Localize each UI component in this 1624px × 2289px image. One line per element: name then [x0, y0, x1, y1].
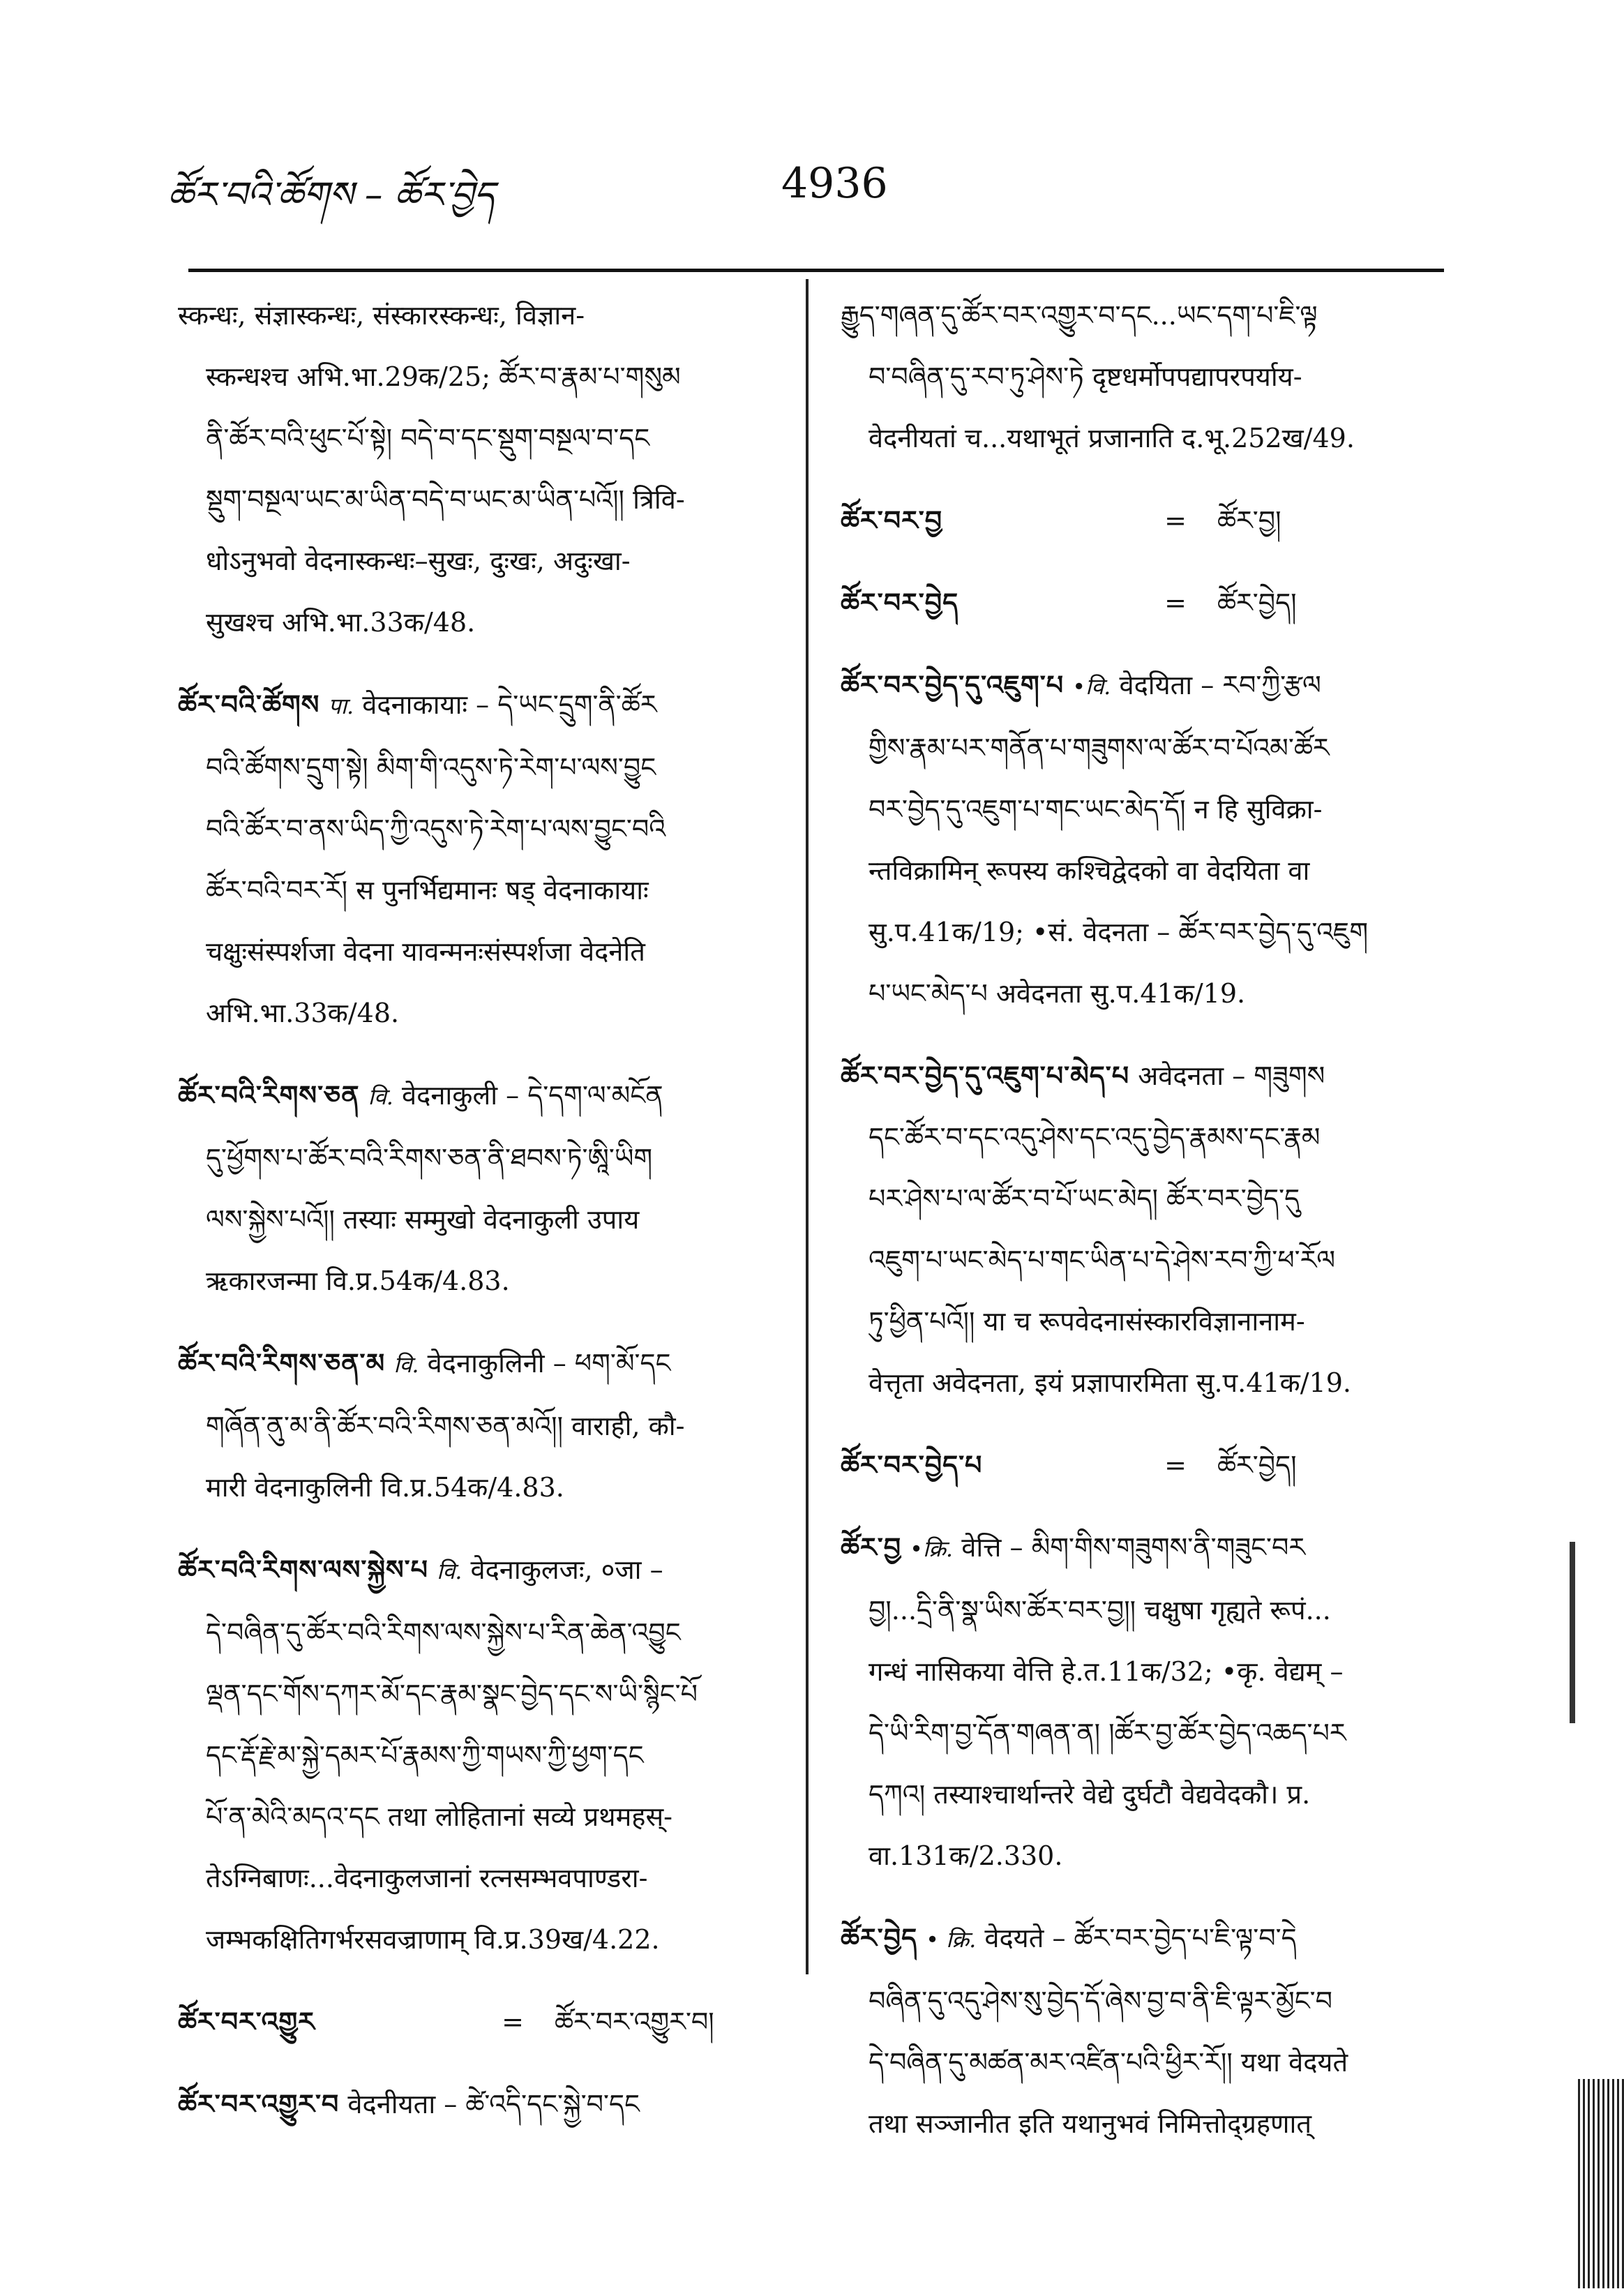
entry-line [178, 1250, 778, 1312]
entry-line [178, 469, 778, 530]
entry-text: པོ་ན་མེའི་མདའ་དང तथा लोहितानां सव्ये प्रथमहस्- [206, 1801, 673, 1832]
entry-text: जम्भकक्षितिगर्भरसवज्राणाम् वि.प्र.39ख/4.22. [206, 1924, 660, 1955]
entry-text: वेत्तृता अवेदनता, इयं प्रज्ञापारमिता सु.प.41क/19. [869, 1367, 1351, 1398]
entry-text: सुखश्च अभि.भा.33क/48. [206, 607, 476, 638]
entry-line [841, 2032, 1448, 2093]
entry-line [178, 921, 778, 982]
entry-line [841, 1291, 1448, 1352]
entry-line [841, 717, 1448, 779]
entry-line [178, 1189, 778, 1250]
dictionary-entry [841, 1045, 1448, 1413]
entry-text: པ་ཡང་མེད་པ अवेदनता सु.प.41क/19. [869, 978, 1246, 1009]
equals-sign: = [1164, 505, 1187, 536]
entry-line [178, 2073, 778, 2135]
margin-mark [1570, 1542, 1575, 1723]
entry-line [841, 1168, 1448, 1229]
headword: ཚོར་བའི་རིགས་ཅན [178, 1080, 360, 1111]
dictionary-entry [841, 654, 1448, 1024]
grammar-label: •वि. [1072, 673, 1111, 700]
cross-reference-target: ཚོར་བར་འགྱུར་བ། [555, 2006, 714, 2037]
grammar-label: •क्रि. [910, 1536, 954, 1562]
dictionary-entry [178, 285, 778, 653]
entry-text: अवेदनता – གཟུགས [1138, 1060, 1325, 1091]
entry-line [178, 1333, 778, 1395]
entry-text: धोऽनुभवो वेदनास्कन्धः–सुखः, दुःखः, अदुःखा- [206, 546, 631, 576]
headword: ཚོར་བར་བྱེད་པ [841, 1450, 983, 1480]
page-header [167, 140, 1451, 223]
headword: ཚོར་བྱ [841, 1532, 902, 1563]
entry-text: वेदनीयता – ཚེ་འདི་དང་སྐྱེ་བ་དང [347, 2089, 640, 2119]
entry-text: དེ་བཞིན་དུ་མཚན་མར་འཛིན་པའི་ཕྱིར་རོ།། यथा वेदयते [869, 2047, 1348, 2078]
entry-line [841, 407, 1448, 469]
entry-line [841, 840, 1448, 901]
entry-line [178, 1786, 778, 1847]
entry-text: དཀའ། तस्याश्चार्थान्तरे वेद्ये दुर्घटौ वेद्यवेदकौ। प्र. [869, 1779, 1311, 1810]
entry-text: གྱིས་རྣམ་པར་གནོན་པ་གཟུགས་ལ་ཚོར་བ་པོའམ་ཚོར [869, 733, 1330, 763]
left-column [178, 285, 778, 2156]
entry-line [841, 1517, 1448, 1579]
scan-edge-artifact [1578, 2079, 1624, 2288]
entry-line [178, 737, 778, 798]
entry-line [841, 1352, 1448, 1413]
cross-reference-entry [841, 572, 1448, 633]
equals-sign: = [502, 2006, 524, 2037]
equals-sign: = [1164, 587, 1187, 618]
entry-text: मारी वेदनाकुलिनी वि.प्र.54क/4.83. [206, 1472, 564, 1503]
entry-text: वेदनाकुलिनी – ཕག་མོ་དང [427, 1348, 671, 1379]
running-head: ཚོར་བའི་ཚོགས – ཚོར་བྱེད [167, 174, 495, 216]
entry-line [841, 2093, 1448, 2154]
cross-reference-entry [841, 1434, 1448, 1496]
entry-line [178, 1909, 778, 1970]
entry-text: ऋकारजन्मा वि.प्र.54क/4.83. [206, 1266, 510, 1296]
entry-text: ཚོར་བའི་བར་རོ། स पुनर्भिद्यमानः षड् वेदनाकायाः [206, 875, 649, 906]
entry-line [178, 1457, 778, 1518]
entry-line [841, 1579, 1448, 1641]
entry-line [841, 901, 1448, 963]
headword: ཚོར་བའི་ཚོགས [178, 689, 320, 720]
entry-text: རྒྱུད་གཞན་དུ་ཚོར་བར་འགྱུར་བ་དང...ཡང་དག་པ་ཇི་ལྟ [841, 300, 1318, 331]
headword: ཚོར་བའི་རིགས་ཅན་མ [178, 1348, 386, 1379]
headword: ཚོར་བའི་རིགས་ལས་སྐྱེས་པ [178, 1554, 429, 1585]
entry-text: གཞོན་ནུ་མ་ནི་ཚོར་བའི་རིགས་ཅན་མའོ།། वाराही, कौ- [206, 1411, 685, 1441]
entry-line [178, 530, 778, 592]
entry-line [841, 1045, 1448, 1106]
entry-line [841, 1764, 1448, 1825]
entry-text: वेत्ति – མིག་གིས་གཟུགས་ནི་གཟུང་བར [961, 1532, 1306, 1563]
grammar-label: पा. [328, 693, 354, 719]
equals-sign: = [1164, 1450, 1187, 1480]
dictionary-entry [178, 1065, 778, 1312]
entry-text: वा.131क/2.330. [869, 1840, 1063, 1871]
headword: ཚོར་བར་བྱ [841, 505, 943, 536]
entry-line [178, 1065, 778, 1127]
entry-text: འཇུག་པ་ཡང་མེད་པ་གང་ཡིན་པ་དེ་ཤེས་རབ་ཀྱི་ཕ་རོལ [869, 1245, 1336, 1275]
cross-reference-target: ཚོར་བྱ། [1217, 505, 1281, 536]
entry-line [178, 1395, 778, 1457]
entry-text: वेदयिता – རབ་ཀྱི་རྩལ [1119, 670, 1321, 700]
entry-text: वेदयते – ཚོར་བར་བྱེད་པ་ཇི་ལྟ་བ་དེ [984, 1923, 1297, 1953]
grammar-label: वि. [368, 1083, 393, 1110]
entry-line [841, 1825, 1448, 1886]
entry-line [178, 1847, 778, 1909]
entry-text: ལྡན་དང་གོས་དཀར་མོ་དང་རྣམ་སྣང་བྱེད་དང་ས་ཡི་སྙིང་པོ [206, 1679, 698, 1709]
headword: ཚོར་བར་བྱེད་དུ་འཇུག་པ་མེད་པ [841, 1060, 1130, 1091]
entry-text: དང་རྡོ་རྗེ་མ་སྐྱེ་དམར་པོ་རྣམས་ཀྱི་གཡས་ཀྱི་ཕྱག་དང [206, 1740, 644, 1771]
headword: ཚོར་བྱེད [841, 1923, 918, 1953]
entry-text: सु.प.41क/19; •सं. वेदनता – ཚོར་བར་བྱེད་དུ་འཇུག [869, 917, 1369, 947]
dictionary-entry [178, 2073, 778, 2135]
entry-line [178, 1602, 778, 1663]
right-column [841, 285, 1448, 2175]
cross-reference-target: ཚོར་བྱེད། [1217, 587, 1297, 618]
entry-line [178, 1663, 778, 1725]
dictionary-entry [178, 1333, 778, 1518]
dictionary-entry [178, 674, 778, 1044]
entry-text: न्तविक्रामिन् रूपस्य कश्चिद्वेदको वा वेदयिता वा [869, 855, 1310, 886]
entry-line [841, 346, 1448, 407]
entry-text: गन्धं नासिकया वेत्ति हे.त.11क/32; •कृ. वेद्यम् – [869, 1656, 1344, 1687]
entry-text: वेदनाकुलजः, ०जा – [470, 1554, 663, 1585]
entry-line [178, 285, 778, 346]
entry-text: अभि.भा.33क/48. [206, 998, 400, 1028]
entry-text: བཞིན་དུ་འདུ་ཤེས་སུ་བྱེད་དོ་ཞེས་བྱ་བ་ནི་ཇི་ལྟར་མྱོང་བ [869, 1986, 1333, 2016]
entry-text: ཏུ་ཕྱིན་པའོ།། या च रूपवेदनासंस्कारविज्ञानानाम- [869, 1306, 1305, 1337]
entry-line [178, 592, 778, 653]
entry-line [841, 1907, 1448, 1970]
entry-text: वेदनाकुली – དེ་དག་ལ་མངོན [402, 1080, 663, 1111]
grammar-label: • क्रि. [926, 1926, 977, 1953]
headword: ཚོར་བར་བྱེད [841, 587, 959, 618]
entry-line [178, 798, 778, 860]
entry-line [841, 654, 1448, 717]
entry-text: वेदनाकायाः – དེ་ཡང་དྲུག་ནི་ཚོར [362, 689, 657, 720]
entry-text: དེ་ཡི་རིག་བྱ་དོན་གཞན་ན། །ཚོར་བྱ་ཚོར་བྱེད་འཆད་པར [869, 1718, 1346, 1748]
entry-text: བར་བྱེད་དུ་འཇུག་པ་གང་ཡང་མེད་དོ། न हि सुविक्रा- [869, 794, 1323, 825]
cross-reference-target: ཚོར་བྱེད། [1217, 1450, 1297, 1480]
entry-text: དུ་ཕྱོགས་པ་ཚོར་བའི་རིགས་ཅན་ནི་ཐབས་ཏེ་ཨཱི་ཡིག [206, 1143, 653, 1173]
entry-line [178, 1127, 778, 1189]
entry-text: དེ་བཞིན་དུ་ཚོར་བའི་རིགས་ལས་སྐྱེས་པ་རིན་ཆེན་འབྱུང [206, 1617, 681, 1648]
entry-line [178, 407, 778, 469]
entry-line [841, 779, 1448, 840]
entry-line [178, 982, 778, 1044]
headword: ཚོར་བར་འགྱུར་བ [178, 2089, 340, 2119]
entry-text: ལས་སྐྱེས་པའོ།། तस्याः सम्मुखो वेदनाकुली उपाय [206, 1204, 640, 1235]
header-rule [188, 269, 1444, 272]
entry-text: བ་བཞིན་དུ་རབ་ཏུ་ཤེས་ཏེ दृष्टधर्मोपपद्यापरपर्याय- [869, 361, 1302, 392]
entry-line [841, 1702, 1448, 1764]
cross-reference-entry [841, 490, 1448, 551]
entry-text: ནི་ཚོར་བའི་ཕུང་པོ་སྟེ། བདེ་བ་དང་སྡུག་བསྔལ་བ་དང [206, 423, 650, 453]
entry-text: तेऽग्निबाणः...वेदनाकुलजानां रत्नसम्भवपाण्डरा- [206, 1863, 648, 1893]
entry-text: वेदनीयतां च...यथाभूतं प्रजानाति द.भू.252ख/49. [869, 423, 1355, 453]
entry-line [178, 1539, 778, 1602]
entry-line [841, 963, 1448, 1024]
entry-line [178, 1725, 778, 1786]
dictionary-entry [841, 1907, 1448, 2154]
column-divider [806, 279, 809, 1974]
entry-text: པར་ཤེས་པ་ལ་ཚོར་བ་པོ་ཡང་མེད། ཚོར་བར་བྱེད་དུ [869, 1183, 1300, 1214]
headword: ཚོར་བར་འགྱུར [178, 2006, 315, 2037]
grammar-label: वि. [437, 1558, 463, 1584]
entry-text: སྡུག་བསྔལ་ཡང་མ་ཡིན་བདེ་བ་ཡང་མ་ཡིན་པའོ།། त्रिवि- [206, 484, 685, 515]
dictionary-entry [841, 285, 1448, 469]
entry-line [178, 860, 778, 921]
entry-text: तथा सञ्जानीत इति यथानुभवं निमित्तोद्ग्रहणात् [869, 2108, 1312, 2139]
entry-line [841, 1641, 1448, 1702]
entry-line [178, 674, 778, 737]
entry-text: དང་ཚོར་བ་དང་འདུ་ཤེས་དང་འདུ་བྱེད་རྣམས་དང་རྣམ [869, 1122, 1321, 1153]
cross-reference-entry [178, 1991, 778, 2052]
entry-text: བའི་ཚོགས་དྲུག་སྟེ། མིག་གི་འདུས་ཏེ་རེག་པ་ལས་བྱུང [206, 752, 656, 783]
page-number: 4936 [781, 159, 888, 208]
entry-text: चक्षुःसंस्पर्शजा वेदना यावन्मनःसंस्पर्शजा वेदनेति [206, 936, 645, 967]
entry-line [841, 1106, 1448, 1168]
entry-line [841, 1970, 1448, 2032]
entry-line [841, 285, 1448, 346]
entry-text: བྱ།...དྲི་ནི་སྣ་ཡིས་ཚོར་བར་བྱ།། चक्षुषा गृह्यते रूपं... [869, 1595, 1331, 1626]
entry-line [178, 346, 778, 407]
entry-line [841, 1229, 1448, 1291]
dictionary-entry [178, 1539, 778, 1970]
dictionary-entry [841, 1517, 1448, 1886]
headword: ཚོར་བར་བྱེད་དུ་འཇུག་པ [841, 670, 1065, 700]
entry-text: བའི་ཚོར་བ་ནས་ཡིད་ཀྱི་འདུས་ཏེ་རེག་པ་ལས་བྱུང་བའི [206, 813, 666, 844]
entry-text: स्कन्धः, संज्ञास्कन्धः, संस्कारस्कन्धः, विज्ञान- [178, 300, 585, 331]
entry-text: स्कन्धश्च अभि.भा.29क/25; ཚོར་བ་རྣམ་པ་གསུམ [206, 361, 681, 392]
grammar-label: वि. [393, 1351, 419, 1378]
